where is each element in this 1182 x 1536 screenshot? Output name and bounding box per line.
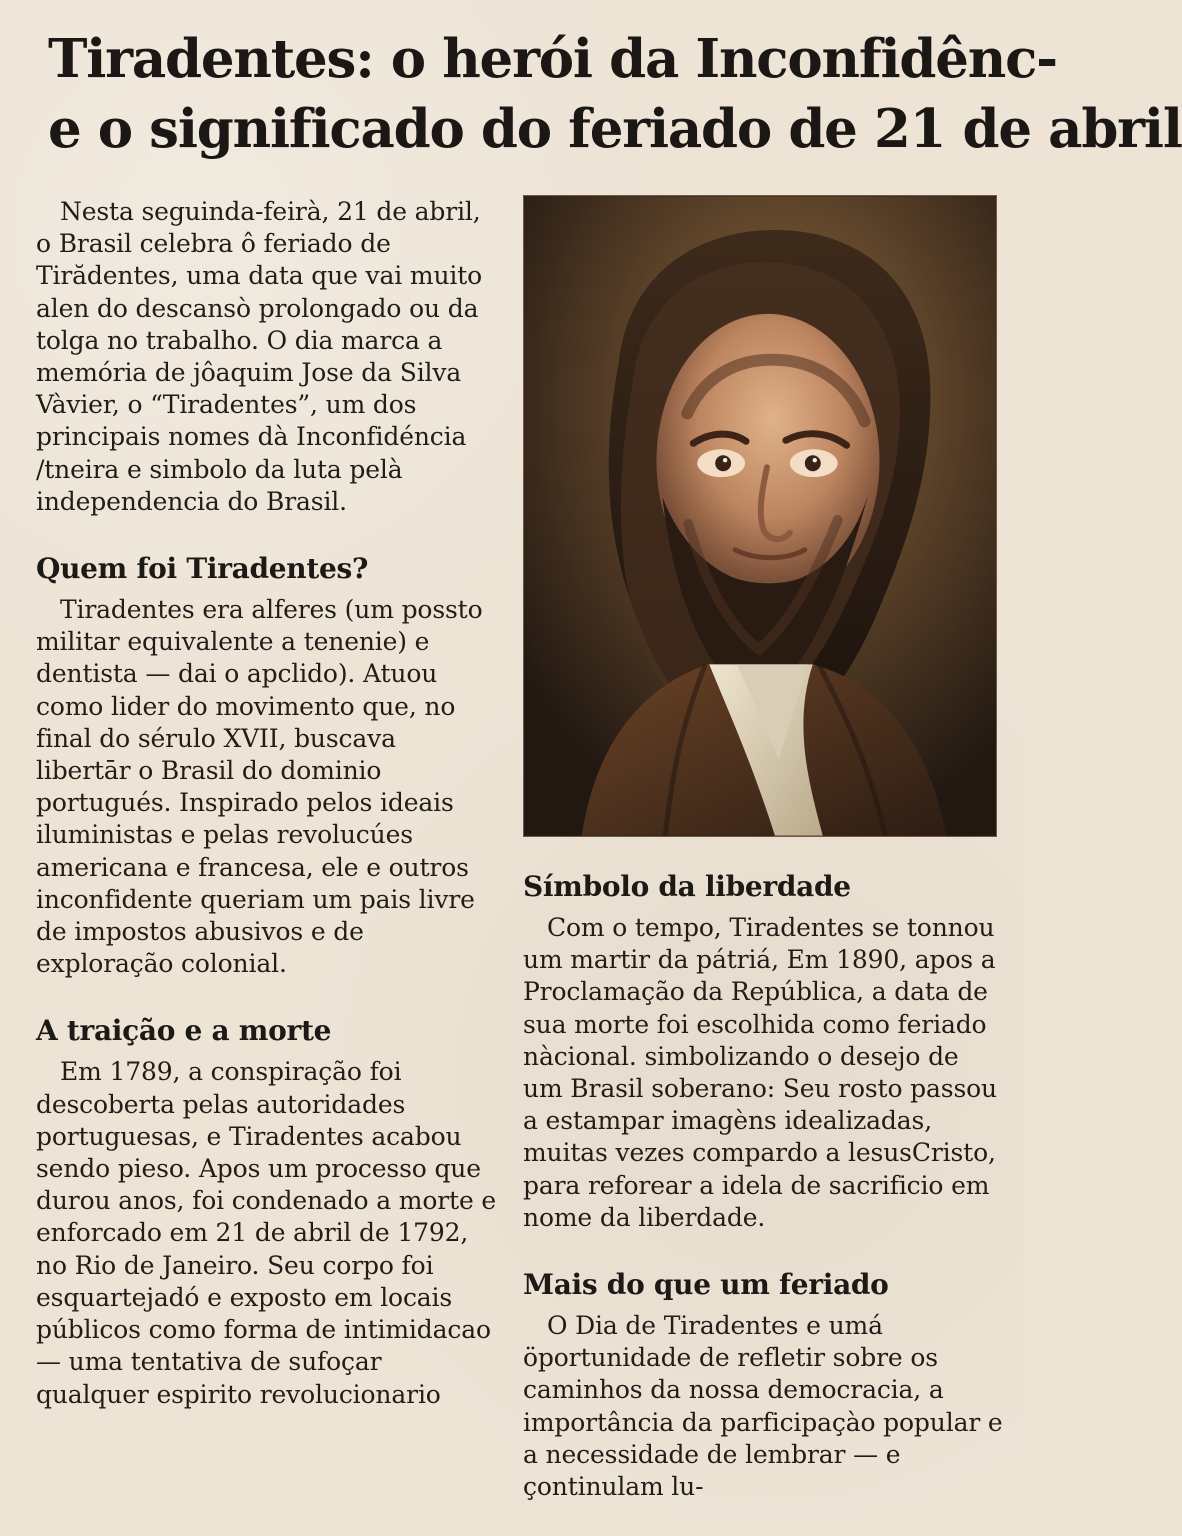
section-title-more-than-holiday: Mais do que um feriado (523, 1268, 889, 1302)
section-text-betrayal: Em 1789, a conspiração foi descoberta pelas autoridades portuguesas, e Tiradentes acabou sendo pieso. Apos um processo que durou anos, foi condenado a morte e enforcado em 21 de abril de 1792, no Rio de Janeiro. Seu corpo foi esquartejadó e exposto em locais públicos como forma de intimidacao — uma tentativa de sufoçar qualquer espirito revolucionario (36, 1057, 497, 1409)
spacer (523, 904, 1003, 912)
spacer (36, 586, 498, 594)
spacer (36, 518, 498, 552)
intro-paragraph: Nesta seguinda-feirà, 21 de abril, o Brasil celebra ô feriado de Tirădentes, uma data que vai muito alen do descansò prolongado ou da tolga no trabalho. O dia marca a memória de jôaquim Jose da Silva Vàvier, o “Tiradentes”, um dos principais nomes dà Inconfidéncia /tneira e simbolo da luta pelà independencia do Brasil. (36, 197, 483, 516)
spacer (36, 980, 498, 1014)
portrait-illustration (524, 196, 996, 836)
section-title-betrayal: A traição e a morte (36, 1014, 332, 1048)
right-column (523, 870, 1003, 1503)
section-title-symbol: Símbolo da liberdade (523, 870, 851, 903)
portrait-image (523, 195, 997, 837)
spacer (36, 1048, 498, 1056)
headline-line-2: e o significado do feriado de 21 de abril (48, 98, 1182, 160)
spacer (523, 1302, 1003, 1310)
section-title-who-was: Quem foi Tiradentes? (36, 552, 369, 586)
spacer (523, 1234, 1003, 1268)
section-text-who-was: Tiradentes era alferes (um possto militar equivalente a tenenie) e dentista — dai o apclido). Atuou como lider do movimento que, no final do sérulo XVII, buscava libertār o Brasil do dominio portugués. Inspirado pelos ideais iluministas e pelas revolucúes americana e francesa, ele e outros inconfidente queriam um pais livre de impostos abusivos e de exploração colonial. (36, 595, 483, 979)
section-text-symbol: Com o tempo, Tiradentes se tonnou um martir da pátriá, Em 1890, apos a Proclamação da República, a data de sua morte foi escolhida como feriado nàcional. simbolizando o desejo de um Brasil soberano: Seu rosto passou a estampar imagèns idealizadas, muitas vezes compardo a lesusCristo, para reforear a idela de sacrificio em nome da liberdade. (523, 913, 997, 1232)
headline-line-1: Tiradentes: o herói da Inconfidênc- (48, 28, 1057, 90)
section-text-more-than-holiday: O Dia de Tiradentes e umá öportunidade de refletir sobre os caminhos da nossa democracia, a importância da parficipaçào popular e a necessidade de lembrar — e çontinulam lu- (523, 1311, 1003, 1502)
left-column (36, 196, 498, 1411)
article-headline (48, 24, 1182, 164)
